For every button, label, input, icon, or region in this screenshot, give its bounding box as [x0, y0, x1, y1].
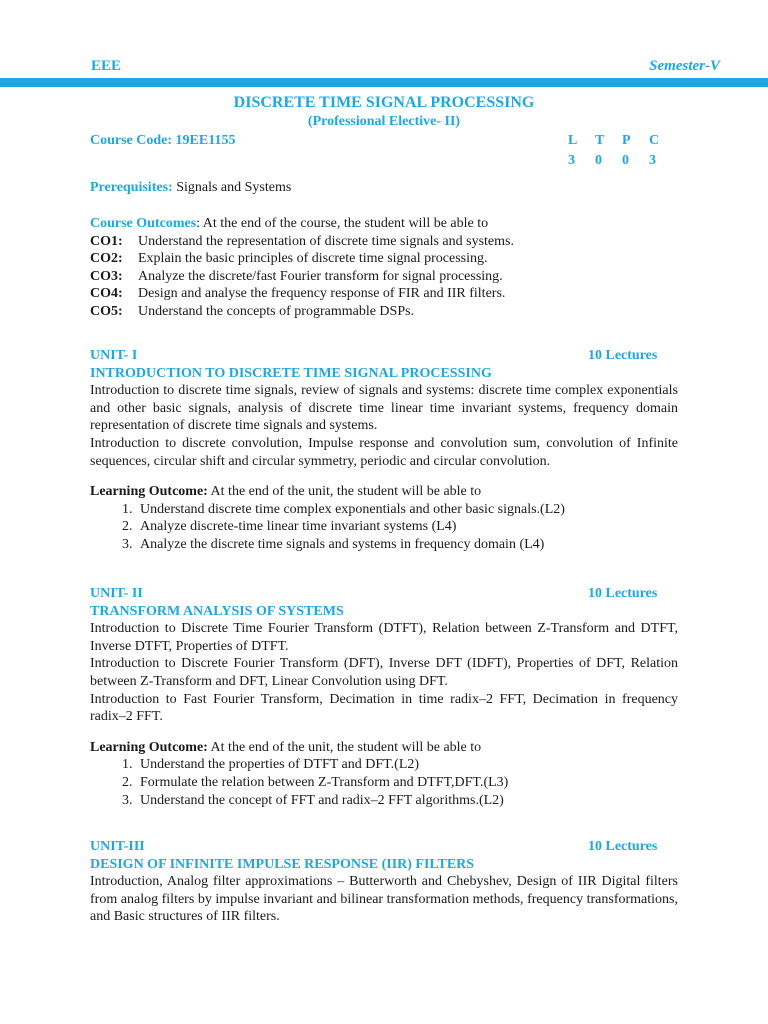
outcomes-intro: : At the end of the course, the student will be able to [196, 216, 489, 231]
list-item: 1. Understand discrete time complex exponentials and other basic signals.(L2) [136, 501, 678, 519]
ltpc-l: L [568, 133, 578, 148]
header-rule [0, 78, 768, 87]
ltpc-l-value: 3 [568, 152, 575, 168]
unit-1-learning-outcomes [90, 501, 678, 554]
unit-3-label: UNIT-III [90, 839, 145, 854]
unit-1-paragraph: Introduction to discrete time signals, review of signals and systems: discrete time complex exponentials and other basic signals, analysis of discrete time linear time invariant systems, frequency domain representation of discrete time signals and systems. [90, 383, 678, 434]
outcome-item: CO4: Design and analyse the frequency response of FIR and IIR filters. [90, 286, 506, 302]
ltpc-p-value: 0 [622, 152, 629, 168]
unit-2-paragraph: Introduction to Fast Fourier Transform, Decimation in time radix–2 FFT, Decimation in frequency radix–2 FFT. [90, 691, 678, 725]
learning-outcome-label: Learning Outcome: [90, 484, 208, 500]
unit-3 [90, 838, 678, 926]
list-item: 1. Understand the properties of DTFT and DFT.(L2) [136, 756, 678, 774]
prerequisites [90, 179, 678, 197]
semester-label: Semester-V [649, 58, 720, 74]
course-code: Course Code: 19EE1155 [90, 133, 236, 148]
list-item: 3. Understand the concept of FFT and radix–2 FFT algorithms.(L2) [136, 792, 678, 810]
unit-1: UNIT- I 10 Lectures INTRODUCTION TO DISCRETE TIME SIGNAL PROCESSING Introduction to discrete time signals, review of signals and systems: discrete time complex exponentials and other basic signals, analysis of discrete time linear time invariant systems, frequency domain representation of discrete time signals and systems. Introduction to discrete convolution, Impulse response and convolution sum, convolution of Infinite sequences, circular shift and circular symmetry, periodic and circular convolution. Learning Outcome: At the end of the unit, the student will be able to 1. Understand discrete time complex exponentials and other basic signals.(L2) 2. Analyze discrete-time linear time invariant systems (L4) 3. Analyze the discrete time signals and systems in frequency domain (L4) [90, 347, 678, 554]
outcome-item: CO1: Understand the representation of discrete time signals and systems. [90, 233, 514, 249]
course-title: DISCRETE TIME SIGNAL PROCESSING [233, 94, 535, 111]
ltpc-c: C [649, 133, 660, 148]
outcome-item: CO3: Analyze the discrete/fast Fourier transform for signal processing. [90, 268, 503, 284]
unit-2: UNIT- II 10 Lectures TRANSFORM ANALYSIS OF SYSTEMS Introduction to Discrete Time Fourier Transform (DTFT), Relation between Z-Transform and DTFT, Inverse DTFT, Properties of DTFT. Introduction to Discrete Fourier Transform (DFT), Inverse DFT (IDFT), Properties of DFT, Relation between Z-Transform and DFT, Linear Convolution using DFT. Introduction to Fast Fourier Transform, Decimation in time radix–2 FFT, Decimation in frequency radix–2 FFT. Learning Outcome: At the end of the unit, the student will be able to 1. Understand the properties of DTFT and DFT.(L2) 2. Formulate the relation between Z-Transform and DTFT,DFT.(L3) 3. Understand the concept of FFT and radix–2 FFT algorithms.(L2) [90, 585, 678, 809]
ltpc-t-value: 0 [595, 152, 602, 168]
unit-3-lectures: 10 Lectures [588, 839, 658, 854]
course-outcomes [90, 215, 678, 321]
unit-3-paragraph: Introduction, Analog filter approximations – Butterworth and Chebyshev, Design of IIR Digital filters from analog filters by impulse invariant and bilinear transformation methods, frequency transformations, and Basic structures of IIR filters. [90, 874, 678, 925]
list-item: 2. Analyze discrete-time linear time invariant systems (L4) [136, 518, 678, 536]
course-code-block [90, 132, 678, 169]
list-item: 2. Formulate the relation between Z-Transform and DTFT,DFT.(L3) [136, 774, 678, 792]
ltpc-t: T [595, 133, 605, 148]
unit-2-lectures: 10 Lectures [588, 586, 658, 601]
prerequisites-label: Prerequisites: [90, 180, 173, 195]
unit-2-paragraph: Introduction to Discrete Time Fourier Transform (DTFT), Relation between Z-Transform and DTFT, Inverse DTFT, Properties of DTFT. [90, 621, 678, 654]
department-label: EEE [91, 58, 122, 74]
ltpc-p: P [622, 133, 631, 148]
unit-1-lectures: 10 Lectures [588, 348, 658, 363]
outcome-item: CO2: Explain the basic principles of discrete time signal processing. [90, 251, 488, 267]
ltpc-values [568, 152, 676, 170]
unit-2-label: UNIT- II [90, 586, 143, 601]
list-item: 3. Analyze the discrete time signals and systems in frequency domain (L4) [136, 536, 678, 554]
ltpc-c-value: 3 [649, 152, 656, 168]
unit-2-learning-outcomes [90, 756, 678, 809]
outcome-item: CO5: Understand the concepts of programmable DSPs. [90, 303, 415, 319]
prerequisites-text: Signals and Systems [176, 180, 292, 195]
unit-2-paragraph: Introduction to Discrete Fourier Transform (DFT), Inverse DFT (IDFT), Properties of DFT, Relation between Z-Transform and DFT, Linear Convolution using DFT. [90, 656, 678, 689]
unit-3-heading: DESIGN OF INFINITE IMPULSE RESPONSE (IIR) FILTERS [90, 856, 475, 872]
unit-1-paragraph: Introduction to discrete convolution, Impulse response and convolution sum, convolution of Infinite sequences, circular shift and circular symmetry, periodic and circular convolution. [90, 435, 678, 469]
ltpc-labels [568, 132, 676, 150]
learning-outcome-label: Learning Outcome: [90, 739, 208, 755]
unit-2-heading: TRANSFORM ANALYSIS OF SYSTEMS [90, 603, 344, 619]
unit-1-label: UNIT- I [90, 348, 138, 363]
outcomes-label: Course Outcomes [90, 216, 197, 231]
unit-1-heading: INTRODUCTION TO DISCRETE TIME SIGNAL PROCESSING [90, 365, 492, 381]
course-subtitle: (Professional Elective- II) [307, 114, 461, 129]
